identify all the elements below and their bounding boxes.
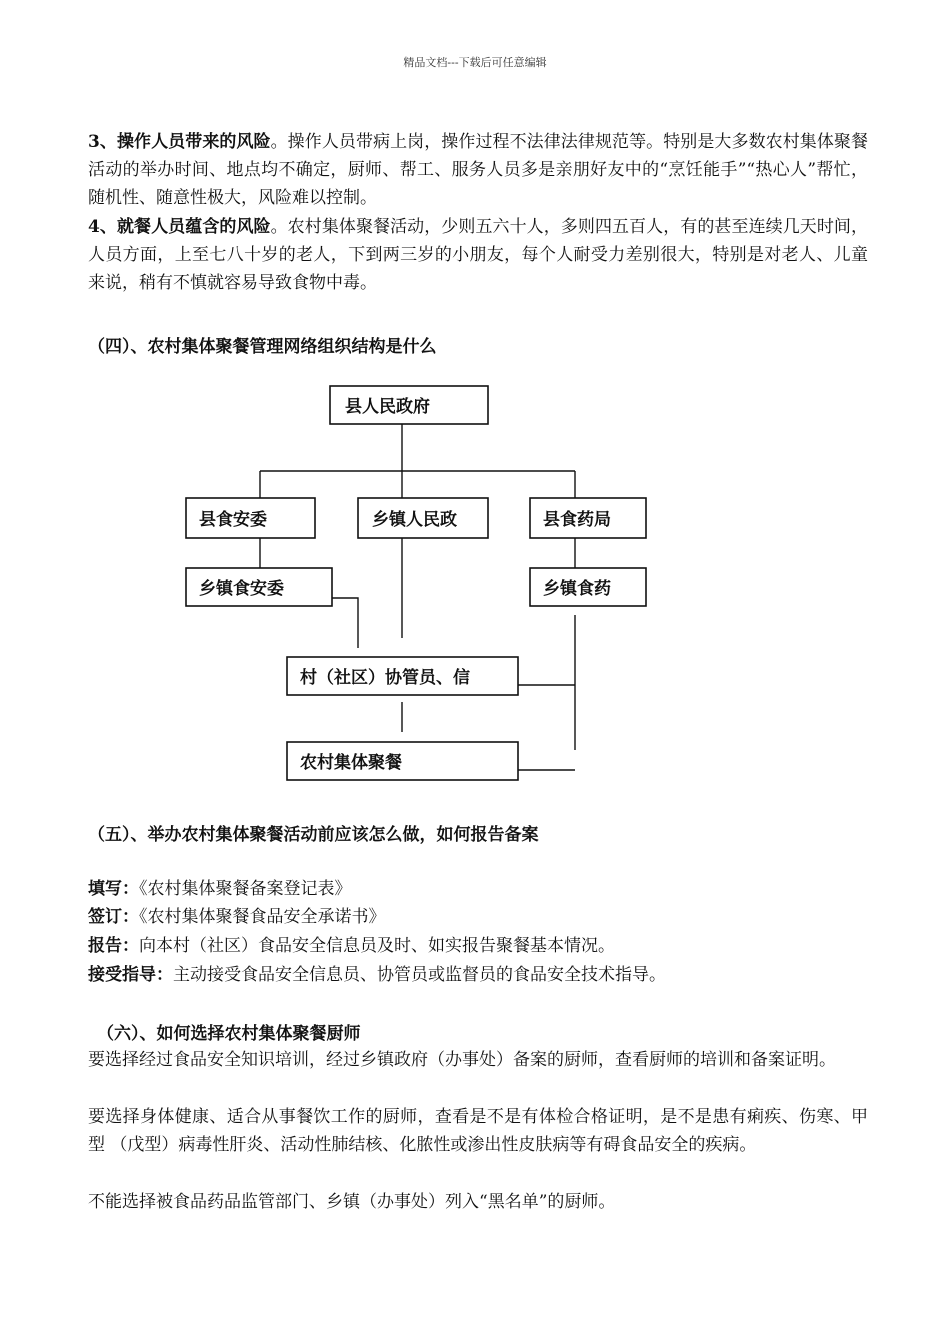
label-village-coordinator: 村（社区）协管员、信	[300, 668, 470, 688]
risk-item-3-title: 3、操作人员带来的风险	[88, 132, 271, 152]
filing-item-sign-text: 《农村集体聚餐食品安全承诺书》	[139, 907, 386, 927]
filing-item-report-text: 向本村（社区）食品安全信息员及时、如实报告聚餐基本情况。	[139, 936, 615, 956]
filing-item-sign	[88, 903, 386, 931]
section-4-heading: （四）、农村集体聚餐管理网络组织结构是什么	[88, 337, 437, 357]
label-township-fda: 乡镇食药	[543, 579, 611, 599]
label-county-fda: 县食药局	[543, 510, 611, 530]
chef-paragraph-3: 不能选择被食品药品监管部门、乡镇（办事处）列入“黑名单”的厨师。	[88, 1192, 616, 1212]
section-6-heading: （六）、如何选择农村集体聚餐厨师	[97, 1024, 361, 1044]
chef-paragraph-1: 要选择经过食品安全知识培训，经过乡镇政府（办事处）备案的厨师，查看厨师的培训和备案证明。	[88, 1050, 836, 1070]
label-rural-banquet: 农村集体聚餐	[300, 753, 402, 773]
risk-item-4-body: 。农村集体聚餐活动，少则五六十人，多则四五百人，有的甚至连续几天时间，人员方面，上至七八十岁的老人，下到两三岁的小朋友，每个人耐受力差别很大，特别是对老人、儿童来说，稍有不慎就容易导致食物中毒。	[88, 217, 868, 293]
filing-item-report-label: 报告：	[88, 936, 139, 956]
risk-item-3	[88, 128, 868, 212]
filing-item-sign-label: 签订：	[88, 907, 139, 927]
section-5-heading: （五）、举办农村集体聚餐活动前应该怎么做，如何报告备案	[88, 825, 539, 845]
filing-item-fill	[88, 875, 352, 903]
risk-item-4-title: 4、就餐人员蕴含的风险	[88, 217, 271, 237]
label-township-gov: 乡镇人民政	[372, 510, 457, 530]
filing-item-guidance	[88, 961, 666, 989]
filing-item-guidance-label: 接受指导：	[88, 965, 173, 985]
filing-item-report	[88, 932, 615, 960]
chef-paragraph-2: 要选择身体健康、适合从事餐饮工作的厨师，查看是不是有体检合格证明，是不是患有痢疾、伤寒、甲型 （戊型）病毒性肝炎、活动性肺结核、化脓性或渗出性皮肤病等有碍食品安全的疾病。	[88, 1107, 868, 1155]
page-header: 精品文档---下载后可任意编辑	[403, 56, 547, 69]
org-chart	[0, 370, 950, 790]
label-township-food-safety: 乡镇食安委	[199, 579, 284, 599]
risk-item-3-body: 。操作人员带病上岗，操作过程不法律法律规范等。特别是大多数农村集体聚餐活动的举办时间、地点均不确定，厨师、帮工、服务人员多是亲朋好友中的“烹饪能手”“热心人”帮忙，随机性、随意性极大，风险难以控制。	[88, 132, 868, 208]
label-county-food-safety: 县食安委	[199, 510, 267, 530]
filing-item-guidance-text: 主动接受食品安全信息员、协管员或监督员的食品安全技术指导。	[173, 965, 666, 985]
risk-item-4	[88, 213, 868, 297]
filing-item-fill-label: 填写：	[88, 879, 139, 899]
label-county-gov: 县人民政府	[345, 397, 430, 417]
connector-township-food-safety-to-village	[332, 598, 358, 648]
filing-item-fill-text: 《农村集体聚餐备案登记表》	[139, 879, 352, 899]
